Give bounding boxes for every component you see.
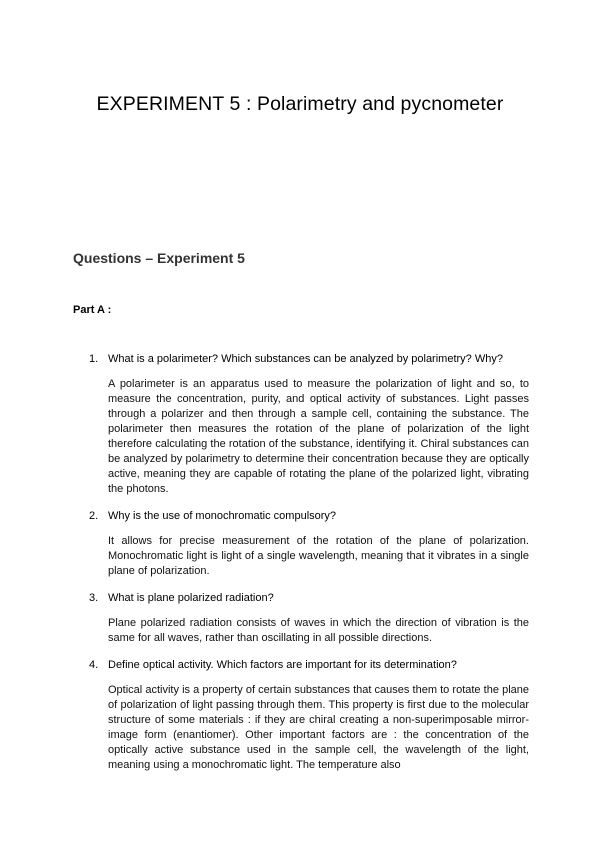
answer-text: Optical activity is a property of certain substances that causes them to rotate the plane of polarization of light passing through them. This property is first due to the molecular structure of some materials : if they are chiral creating a non-superimposable mirror-image form (enantiomer). Other important factors are : the concentration of the optically active substance used in the sample cell, the wavelength of the light, meaning using a monochromatic light. The temperature also [108,684,529,771]
section-heading: Questions – Experiment 5 [73,250,245,266]
part-label: Part A : [73,304,112,316]
question-text: What is a polarimeter? Which substances can be analyzed by polarimetry? Why? [108,353,503,365]
question-item [89,658,529,773]
question-list [89,352,529,773]
question-text: Why is the use of monochromatic compulsory? [108,510,337,522]
answer-text: A polarimeter is an apparatus used to measure the polarization of light and so, to measure the concentration, purity, and optical activity of substances. Light passes through a polarizer and then through a sample cell, containing the substance. The polarimeter then measures the rotation of the plane of polarization of the light therefore calculating the rotation of the substance, identifying it. Chiral substances can be analyzed by polarimetry to determine their concentration because they are optically active, meaning they are capable of rotating the plane of the polarized light, vibrating the photons. [108,378,529,495]
question-item [89,591,529,646]
answer-text: Plane polarized radiation consists of waves in which the direction of vibration is the same for all waves, rather than oscillating in all possible directions. [108,617,529,644]
question-item [89,352,529,497]
question-number: 3. [89,592,99,604]
question-text: Define optical activity. Which factors are important for its determination? [108,659,457,671]
document-title: EXPERIMENT 5 : Polarimetry and pycnometer [96,93,504,115]
question-number: 1. [89,353,99,365]
question-item [89,509,529,579]
question-text: What is plane polarized radiation? [108,592,274,604]
question-number: 4. [89,659,99,671]
answer-text: It allows for precise measurement of the rotation of the plane of polarization. Monochromatic light is light of a single wavelength, meaning that it vibrates in a single plane of polarization. [108,535,529,577]
question-number: 2. [89,510,99,522]
